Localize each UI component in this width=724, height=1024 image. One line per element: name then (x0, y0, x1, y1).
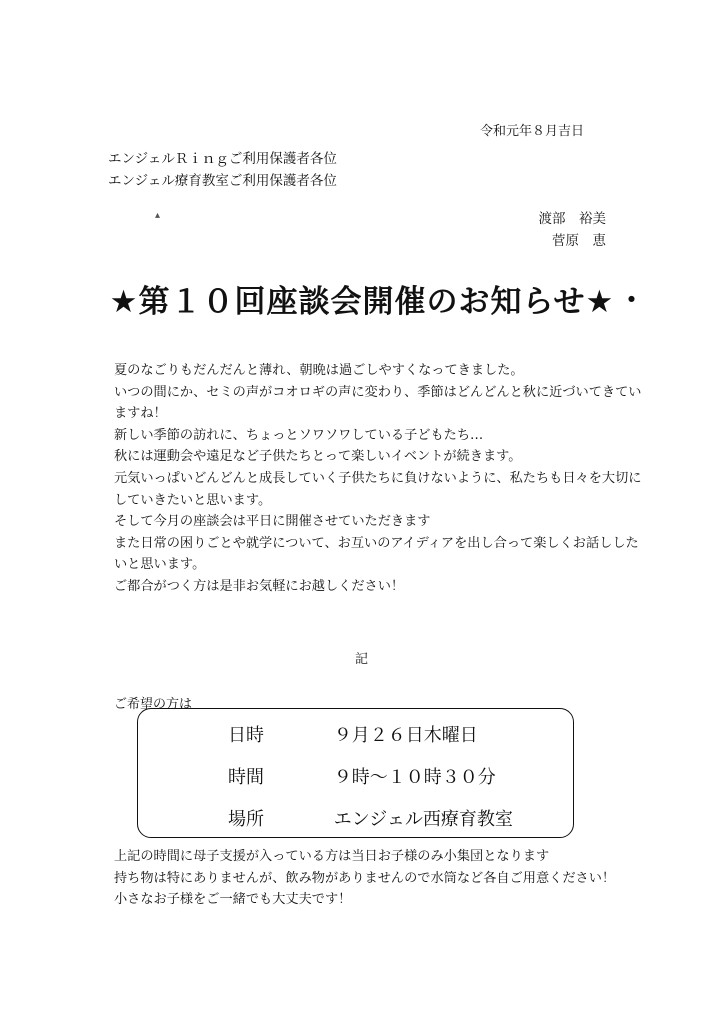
body-line: いつの間にか、セミの声がコオロギの声に変わり、季節はどんどんと秋に近づいてきてい (114, 384, 642, 400)
detail-row-time (228, 763, 496, 789)
body-line: いと思います。 (114, 557, 206, 573)
sender-line: 渡部 裕美 (538, 211, 606, 227)
detail-label: 場所 (228, 809, 264, 830)
note-line: 小さなお子様をご一緒でも大丈夫です！ (114, 892, 352, 908)
body-line: 元気いっぱいどんどんと成長していく子供たちに負けないように、私たちも日々を大切に (114, 470, 642, 486)
details-box (137, 708, 574, 838)
detail-value: ９時～１０時３０分 (333, 767, 496, 788)
detail-row-place (228, 805, 513, 831)
body-line: 秋には運動会や遠足など子供たちとって楽しいイベントが続きます。 (114, 449, 522, 465)
body-line: そして今月の座談会は平日に開催させていただきます (114, 514, 431, 530)
notes (114, 846, 615, 911)
detail-row-datetime (228, 721, 478, 747)
body-line: また日常の困りごとや就学について、お互いのアイディアを出し合って楽しくお話しした (114, 535, 639, 551)
note-line: 持ち物は特にありませんが、飲み物がありませんので水筒など各自ご用意ください！ (114, 870, 616, 886)
sender-line: 菅原 恵 (552, 233, 606, 249)
detail-value: エンジェル西療育教室 (333, 809, 513, 830)
scan-speck: ▴ (155, 210, 161, 221)
detail-label: 時間 (228, 767, 264, 788)
recipient-line: エンジェルＲｉｎｇご利用保護者各位 (108, 151, 337, 167)
body-line: していきたいと思います。 (114, 492, 272, 508)
body-text (114, 360, 644, 598)
request-label: ご希望の方は (114, 697, 193, 712)
body-line: 夏のなごりもだんだんと薄れ、朝晩は過ごしやすくなってきました。 (114, 363, 524, 378)
scan-dot: ● (628, 294, 635, 303)
note-line: 上記の時間に母子支援が入っている方は当日お子様のみ小集団となります (114, 849, 550, 864)
detail-label: 日時 (228, 725, 264, 746)
recipients (108, 148, 337, 192)
recipient-line: エンジェル療育教室ご利用保護者各位 (108, 173, 337, 189)
body-line: ますね！ (114, 406, 167, 422)
senders (539, 208, 607, 252)
detail-value: ９月２６日木曜日 (333, 725, 478, 746)
body-line: ご都合がつく方は是非お気軽にお越しください！ (114, 578, 405, 594)
body-line: 新しい季節の訪れに、ちょっとソワソワしている子どもたち… (114, 427, 484, 443)
issue-date: 令和元年８月吉日 (479, 124, 584, 139)
ki-heading: 記 (355, 652, 369, 667)
notice-title: ★第１０回座談会開催のお知らせ★ (109, 284, 615, 320)
